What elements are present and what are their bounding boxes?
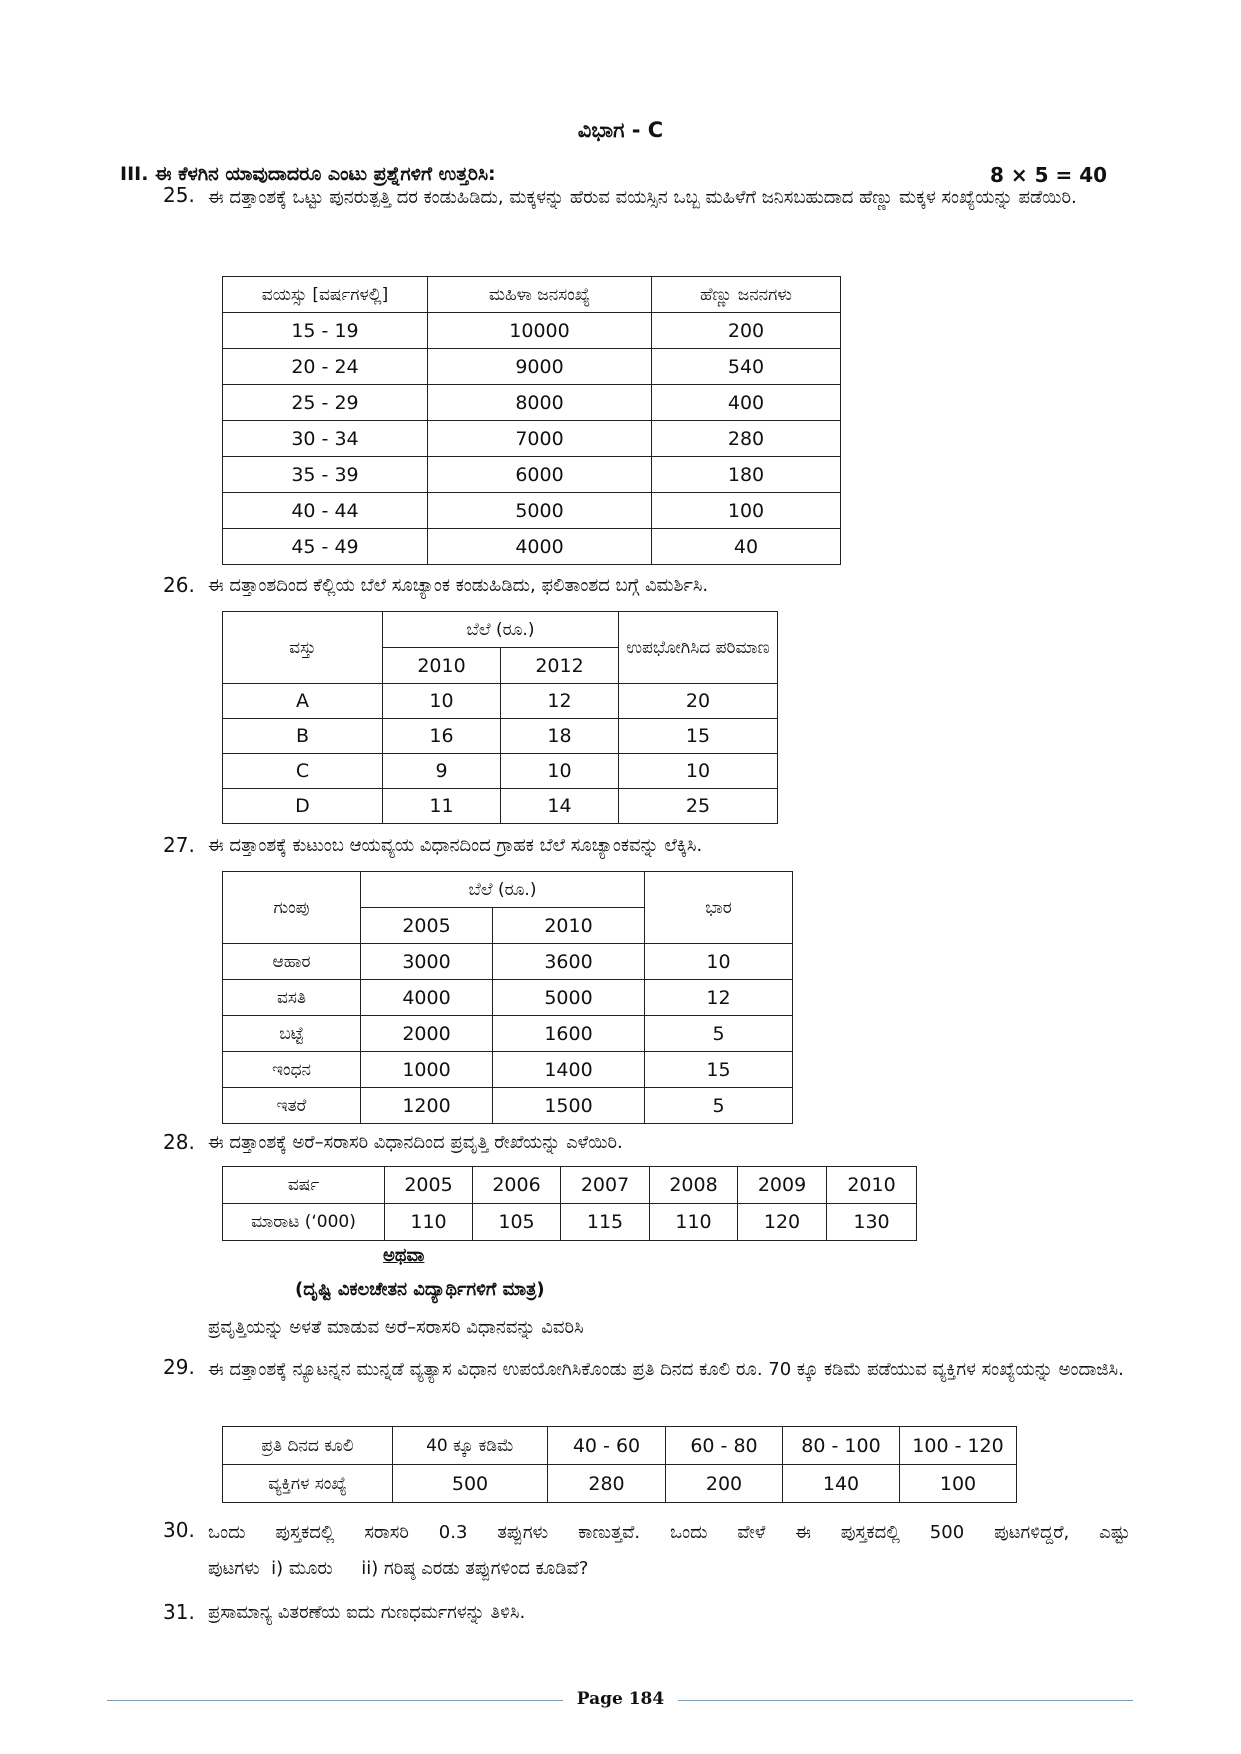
- cell: 15: [619, 719, 778, 754]
- cell: ಬಟ್ಟೆ: [223, 1016, 361, 1052]
- cell: 25: [619, 789, 778, 824]
- q29-table: [222, 1426, 1017, 1503]
- q30-number: 30.: [163, 1518, 195, 1542]
- cell: 2010: [827, 1167, 917, 1204]
- cell: 10: [619, 754, 778, 789]
- table-row: [223, 789, 778, 824]
- cell: 140: [783, 1465, 900, 1503]
- cell: 500: [393, 1465, 548, 1503]
- cell: 540: [652, 349, 841, 385]
- cell: 14: [501, 789, 619, 824]
- table-row: [223, 980, 793, 1016]
- cell: ಇಂಧನ: [223, 1052, 361, 1088]
- q26-h-quantity: ಉಪಭೋಗಿಸಿದ ಪರಿಮಾಣ: [619, 612, 778, 684]
- cell: D: [223, 789, 383, 824]
- cell: 80 - 100: [783, 1427, 900, 1465]
- table-row: [223, 385, 841, 421]
- cell: 35 - 39: [223, 457, 428, 493]
- cell: 10: [501, 754, 619, 789]
- cell: 2009: [738, 1167, 827, 1204]
- q27-h-weight: ಭಾರ: [645, 872, 793, 944]
- cell: 10: [383, 684, 501, 719]
- q30-text: ಒಂದು ಪುಸ್ತಕದಲ್ಲಿ ಸರಾಸರಿ 0.3 ತಪ್ಪುಗಳು ಕಾಣುತ್ತವೆ. ಒಂದು ವೇಳೆ ಈ ಪುಸ್ತಕದಲ್ಲಿ 500 ಪುಟಗಳಿದ್ದರೆ, ಎಷ್ಟು: [208, 1522, 1130, 1543]
- cell: 115: [561, 1204, 650, 1241]
- cell: 40 - 60: [548, 1427, 666, 1465]
- cell: ಆಹಾರ: [223, 944, 361, 980]
- cell: 5000: [428, 493, 652, 529]
- cell: 25 - 29: [223, 385, 428, 421]
- q27-table: [222, 871, 793, 1124]
- table-row: [223, 1052, 793, 1088]
- q27-h-year2: 2010: [493, 908, 645, 944]
- table-row: [223, 421, 841, 457]
- cell: 180: [652, 457, 841, 493]
- q28-text: ಈ ದತ್ತಾಂಶಕ್ಕೆ ಅರೆ–ಸರಾಸರಿ ವಿಧಾನದಿಂದ ಪ್ರವೃತ್ತಿ ರೇಖೆಯನ್ನು ಎಳೆಯಿರಿ.: [208, 1132, 623, 1153]
- q28-alt-text: ಪ್ರವೃತ್ತಿಯನ್ನು ಅಳತೆ ಮಾಡುವ ಅರೆ–ಸರಾಸರಿ ವಿಧಾನವನ್ನು ವಿವರಿಸಿ: [208, 1317, 584, 1338]
- q25-h-female-pop: ಮಹಿಳಾ ಜನಸಂಖ್ಯೆ: [428, 277, 652, 313]
- cell: 1400: [493, 1052, 645, 1088]
- cell: 3000: [361, 944, 493, 980]
- q25-table: [222, 276, 841, 565]
- q26-number: 26.: [163, 573, 195, 597]
- q31-text: ಪ್ರಸಾಮಾನ್ಯ ವಿತರಣೆಯ ಐದು ಗುಣಧರ್ಮಗಳನ್ನು ತಿಳಿಸಿ.: [208, 1602, 526, 1623]
- q29-number: 29.: [163, 1355, 195, 1379]
- q26-h-item: ವಸ್ತು: [223, 612, 383, 684]
- cell: 30 - 34: [223, 421, 428, 457]
- cell: 2007: [561, 1167, 650, 1204]
- cell: 12: [501, 684, 619, 719]
- cell: 18: [501, 719, 619, 754]
- cell: 16: [383, 719, 501, 754]
- vi-note: (ದೃಷ್ಟಿ ವಿಕಲಚೇತನ ವಿದ್ಯಾರ್ಥಿಗಳಿಗೆ ಮಾತ್ರ): [295, 1279, 545, 1300]
- cell: 60 - 80: [666, 1427, 783, 1465]
- cell: 100 - 120: [900, 1427, 1017, 1465]
- q27-h-group: ಗುಂಪು: [223, 872, 361, 944]
- q26-h-year2: 2012: [501, 648, 619, 684]
- q27-text: ಈ ದತ್ತಾಂಶಕ್ಕೆ ಕುಟುಂಬ ಆಯವ್ಯಯ ವಿಧಾನದಿಂದ ಗ್ರಾಹಕ ಬೆಲೆ ಸೂಚ್ಯಾಂಕವನ್ನು ಲೆಕ್ಕಿಸಿ.: [208, 835, 703, 856]
- cell: 20 - 24: [223, 349, 428, 385]
- q25-h-female-births: ಹೆಣ್ಣು ಜನನಗಳು: [652, 277, 841, 313]
- table-row: [223, 1016, 793, 1052]
- cell: 1200: [361, 1088, 493, 1124]
- cell: 10000: [428, 313, 652, 349]
- q28-h-sales: ಮಾರಾಟ (‘000): [223, 1204, 385, 1241]
- q25-text: ಈ ದತ್ತಾಂಶಕ್ಕೆ ಒಟ್ಟು ಪುನರುತ್ಪತ್ತಿ ದರ ಕಂಡುಹಿಡಿದು, ಮಕ್ಕಳನ್ನು ಹೆರುವ ವಯಸ್ಸಿನ ಒಬ್ಬ ಮಹಿಳೆಗೆ ಜನಿಸಬಹುದಾದ ಹೆಣ್ಣು ಮಕ್ಕಳ ಸಂಖ್ಯೆಯನ್ನು ಪಡೆಯಿರಿ.: [208, 187, 1077, 208]
- cell: 3600: [493, 944, 645, 980]
- q28-h-year: ವರ್ಷ: [223, 1167, 385, 1204]
- q26-table: [222, 611, 778, 824]
- cell: 1500: [493, 1088, 645, 1124]
- table-row: [223, 719, 778, 754]
- table-row: [223, 1088, 793, 1124]
- cell: C: [223, 754, 383, 789]
- q25-h-age: ವಯಸ್ಸು [ವರ್ಷಗಳಲ್ಲಿ]: [223, 277, 428, 313]
- cell: 110: [385, 1204, 473, 1241]
- q29-h-persons: ವ್ಯಕ್ತಿಗಳ ಸಂಖ್ಯೆ: [223, 1465, 393, 1503]
- cell: 1600: [493, 1016, 645, 1052]
- q25-header-row: [223, 277, 841, 313]
- cell: 5: [645, 1016, 793, 1052]
- cell: 40 - 44: [223, 493, 428, 529]
- table-row: [223, 684, 778, 719]
- cell: 20: [619, 684, 778, 719]
- q27-h-price: ಬೆಲೆ (ರೂ.): [361, 872, 645, 908]
- cell: 200: [666, 1465, 783, 1503]
- q29-h-wage: ಪ್ರತಿ ದಿನದ ಕೂಲಿ: [223, 1427, 393, 1465]
- q28-number: 28.: [163, 1130, 195, 1154]
- table-row: [223, 754, 778, 789]
- cell: B: [223, 719, 383, 754]
- cell: 105: [473, 1204, 561, 1241]
- cell: 200: [652, 313, 841, 349]
- cell: 2006: [473, 1167, 561, 1204]
- cell: 400: [652, 385, 841, 421]
- cell: 280: [652, 421, 841, 457]
- cell: 11: [383, 789, 501, 824]
- table-row: [223, 457, 841, 493]
- q26-text: ಈ ದತ್ತಾಂಶದಿಂದ ಕೆಲ್ಲಿಯ ಬೆಲೆ ಸೂಚ್ಯಾಂಕ ಕಂಡುಹಿಡಿದು, ಫಲಿತಾಂಶದ ಬಗ್ಗೆ ವಿಮರ್ಶಿಸಿ.: [208, 575, 709, 596]
- table-row: [223, 493, 841, 529]
- q26-h-price: ಬೆಲೆ (ರೂ.): [383, 612, 619, 648]
- page-number: Page 184: [563, 1689, 678, 1709]
- cell: A: [223, 684, 383, 719]
- cell: 5: [645, 1088, 793, 1124]
- cell: 5000: [493, 980, 645, 1016]
- instruction: III. ಈ ಕೆಳಗಿನ ಯಾವುದಾದರೂ ಎಂಟು ಪ್ರಶ್ನೆಗಳಿಗೆ ಉತ್ತರಿಸಿ:: [120, 163, 496, 185]
- cell: 15: [645, 1052, 793, 1088]
- cell: 120: [738, 1204, 827, 1241]
- cell: 100: [652, 493, 841, 529]
- cell: 12: [645, 980, 793, 1016]
- cell: 45 - 49: [223, 529, 428, 565]
- cell: 10: [645, 944, 793, 980]
- cell: 9: [383, 754, 501, 789]
- q25-number: 25.: [163, 183, 195, 207]
- cell: 2008: [650, 1167, 738, 1204]
- cell: 130: [827, 1204, 917, 1241]
- cell: 4000: [428, 529, 652, 565]
- cell: 40: [652, 529, 841, 565]
- cell: 6000: [428, 457, 652, 493]
- cell: ಇತರೆ: [223, 1088, 361, 1124]
- marks: 8 × 5 = 40: [990, 163, 1108, 187]
- table-row: [223, 313, 841, 349]
- cell: 110: [650, 1204, 738, 1241]
- cell: 40 ಕ್ಕೂ ಕಡಿಮೆ: [393, 1427, 548, 1465]
- q27-number: 27.: [163, 833, 195, 857]
- q30-line2: ಪುಟಗಳು i) ಮೂರು ii) ಗರಿಷ್ಠ ಎರಡು ತಪ್ಪುಗಳಿಂದ ಕೂಡಿವೆ?: [208, 1558, 589, 1579]
- cell: 15 - 19: [223, 313, 428, 349]
- cell: 9000: [428, 349, 652, 385]
- or-label: ಅಥವಾ: [383, 1245, 425, 1266]
- q28-table: [222, 1166, 917, 1241]
- section-title: ವಿಭಾಗ - C: [577, 118, 664, 142]
- cell: 1000: [361, 1052, 493, 1088]
- table-row: [223, 944, 793, 980]
- q26-h-year1: 2010: [383, 648, 501, 684]
- cell: 2005: [385, 1167, 473, 1204]
- cell: 8000: [428, 385, 652, 421]
- cell: 2000: [361, 1016, 493, 1052]
- cell: 4000: [361, 980, 493, 1016]
- cell: 7000: [428, 421, 652, 457]
- cell: 280: [548, 1465, 666, 1503]
- page-footer: [0, 1689, 1241, 1709]
- q29-text: ಈ ದತ್ತಾಂಶಕ್ಕೆ ನ್ಯೂಟನ್ನನ ಮುನ್ನಡೆ ವ್ಯತ್ಯಾಸ ವಿಧಾನ ಉಪಯೋಗಿಸಿಕೊಂಡು ಪ್ರತಿ ದಿನದ ಕೂಲಿ ರೂ. 70 ಕ್ಕೂ ಕಡಿಮೆ ಪಡೆಯುವ ವ್ಯಕ್ತಿಗಳ ಸಂಖ್ಯೆಯನ್ನು ಅಂದಾಜಿಸಿ.: [208, 1359, 1124, 1380]
- table-row: [223, 349, 841, 385]
- q27-h-year1: 2005: [361, 908, 493, 944]
- q31-number: 31.: [163, 1600, 195, 1624]
- table-row: [223, 529, 841, 565]
- cell: ವಸತಿ: [223, 980, 361, 1016]
- cell: 100: [900, 1465, 1017, 1503]
